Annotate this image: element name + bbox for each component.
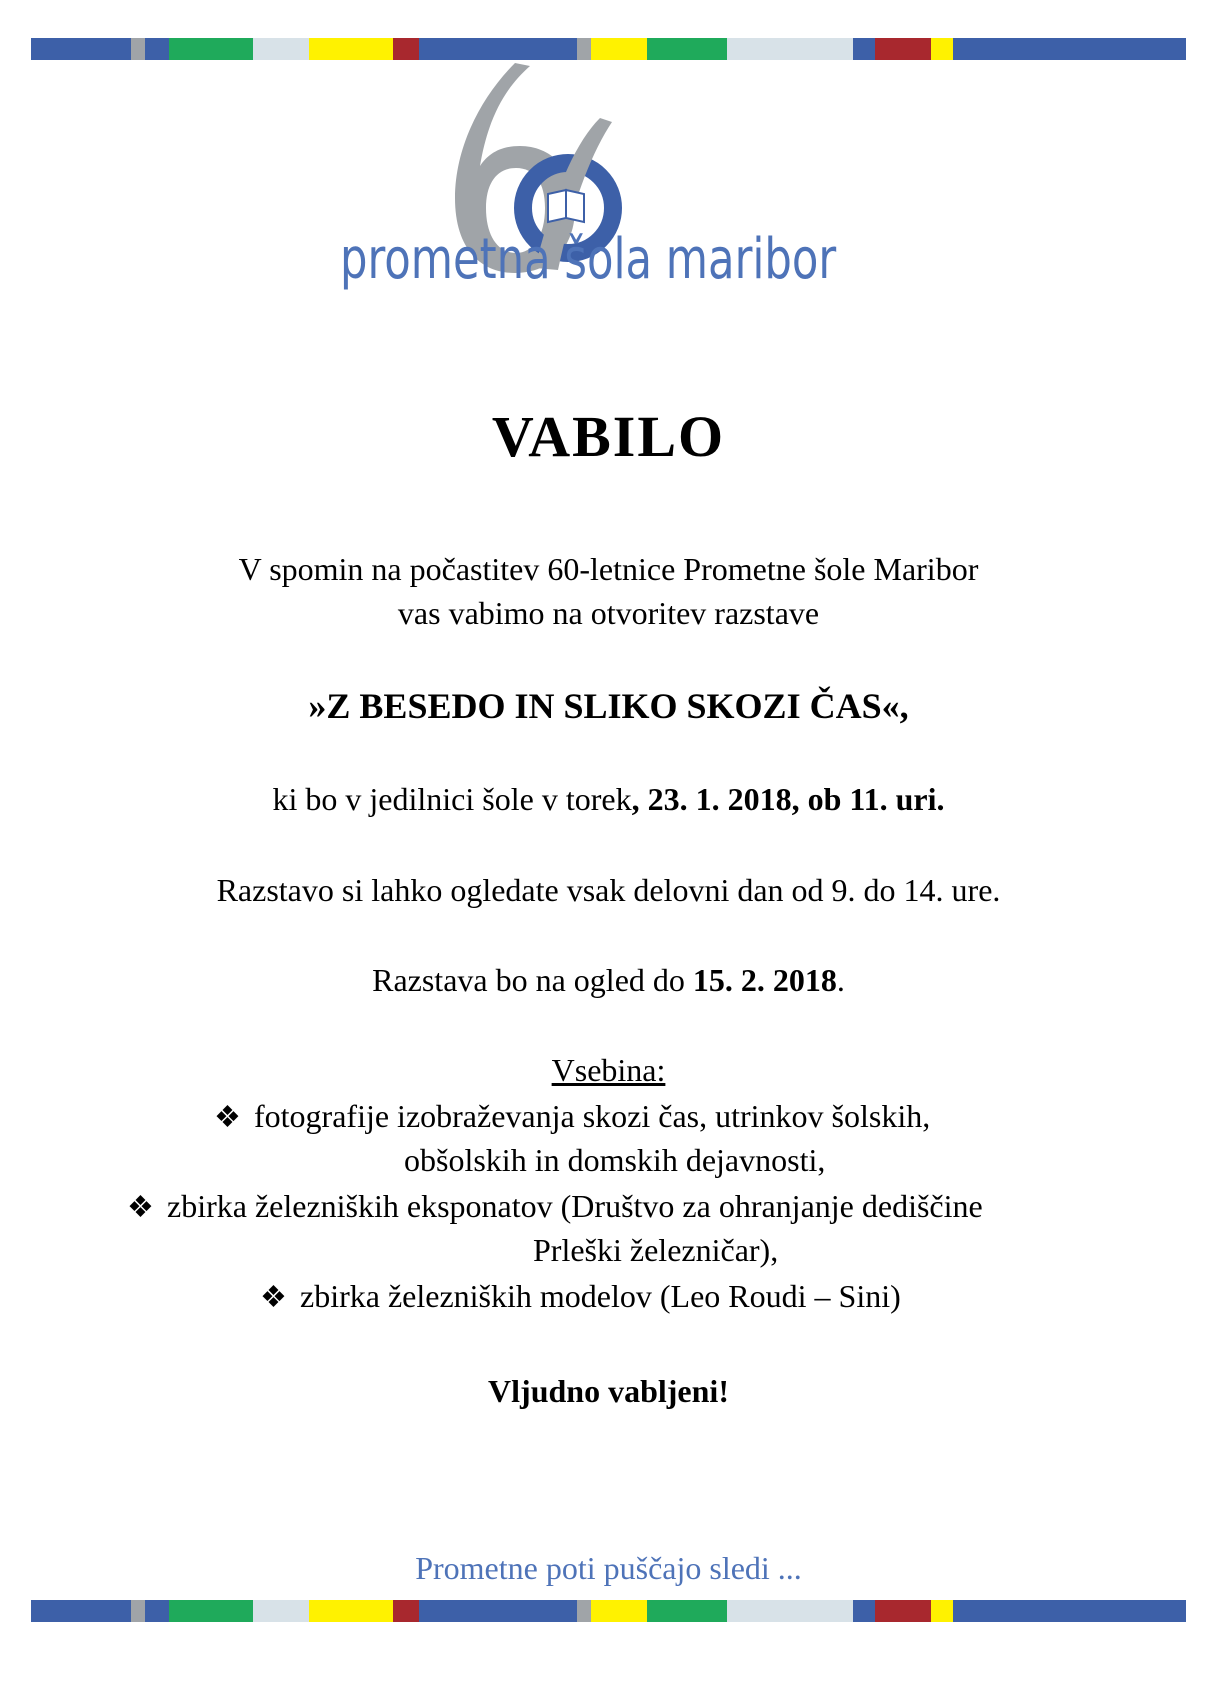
- stripe-segment: [853, 38, 875, 60]
- list-item-line-1: zbirka železniških modelov (Leo Roudi – Sini): [300, 1278, 901, 1314]
- list-item-continuation: obšolskih in domskih dejavnosti,: [404, 1142, 826, 1178]
- stripe-segment: [875, 1600, 931, 1622]
- stripe-segment: [31, 38, 131, 60]
- intro-line-2: vas vabimo na otvoritev razstave: [397, 595, 820, 631]
- bullet-icon: ❖: [214, 1101, 241, 1134]
- stripe-segment: [309, 1600, 393, 1622]
- exhibition-title: [0, 688, 1217, 724]
- contents-heading: [0, 1054, 1217, 1086]
- event-prefix: ki bo v jedilnici šole v torek: [272, 781, 632, 817]
- stripe-segment: [647, 38, 727, 60]
- stripe-segment: [309, 38, 393, 60]
- stripe-segment: [727, 1600, 853, 1622]
- viewing-hours: Razstavo si lahko ogledate vsak delovni dan od 9. do 14. ure.: [216, 872, 1001, 908]
- stripe-segment: [131, 1600, 145, 1622]
- stripe-segment: [253, 38, 309, 60]
- footer-tagline: Prometne poti puščajo sledi ...: [415, 1550, 802, 1586]
- open-until-line: [0, 964, 1217, 996]
- stripe-segment: [577, 1600, 591, 1622]
- stripe-segment: [931, 38, 953, 60]
- stripe-segment: [169, 1600, 253, 1622]
- stripe-segment: [169, 38, 253, 60]
- stripe-segment: [953, 38, 1186, 60]
- open-until-suffix: .: [836, 962, 845, 998]
- page-title: VABILO: [491, 404, 726, 469]
- bottom-color-stripe: [31, 1600, 1186, 1622]
- intro-line-1: V spomin na počastitev 60-letnice Prometne šole Maribor: [238, 551, 979, 587]
- list-item-line-1: zbirka železniških eksponatov (Društvo za ohranjanje dediščine: [167, 1188, 983, 1224]
- list-item: [214, 1100, 930, 1133]
- stripe-segment: [145, 1600, 169, 1622]
- stripe-segment: [393, 38, 419, 60]
- stripe-segment: [591, 1600, 647, 1622]
- stripe-segment: [393, 1600, 419, 1622]
- list-item-continuation: Prleški železničar),: [533, 1232, 779, 1268]
- stripe-segment: [953, 1600, 1186, 1622]
- stripe-segment: [31, 1600, 131, 1622]
- stripe-segment: [875, 38, 931, 60]
- top-color-stripe: [31, 38, 1186, 60]
- stripe-segment: [931, 1600, 953, 1622]
- event-datetime: , 23. 1. 2018, ob 11. uri.: [631, 781, 945, 817]
- open-until-date: 15. 2. 2018: [692, 962, 837, 998]
- stripe-segment: [727, 38, 853, 60]
- stripe-segment: [419, 1600, 577, 1622]
- list-item: [260, 1280, 901, 1313]
- stripe-segment: [253, 1600, 309, 1622]
- contents-heading-text: Vsebina:: [551, 1052, 666, 1088]
- stripe-segment: [853, 1600, 875, 1622]
- stripe-segment: [591, 38, 647, 60]
- event-line: [0, 783, 1217, 815]
- book-icon: [548, 190, 584, 222]
- list-item-line-1: fotografije izobraževanja skozi čas, utrinkov šolskih,: [254, 1098, 931, 1134]
- exhibition-name: »Z BESEDO IN SLIKO SKOZI ČAS«: [308, 686, 900, 726]
- bullet-icon: ❖: [127, 1191, 154, 1224]
- closing-text: Vljudno vabljeni!: [488, 1373, 729, 1409]
- open-until-prefix: Razstava bo na ogled do: [372, 962, 693, 998]
- stripe-segment: [647, 1600, 727, 1622]
- stripe-segment: [577, 38, 591, 60]
- stripe-segment: [131, 38, 145, 60]
- exhibition-name-suffix: ,: [899, 686, 909, 726]
- bullet-icon: ❖: [260, 1281, 287, 1314]
- list-item: [127, 1190, 983, 1223]
- logo-wordmark: prometna šola maribor: [340, 227, 837, 292]
- stripe-segment: [419, 38, 577, 60]
- stripe-segment: [145, 38, 169, 60]
